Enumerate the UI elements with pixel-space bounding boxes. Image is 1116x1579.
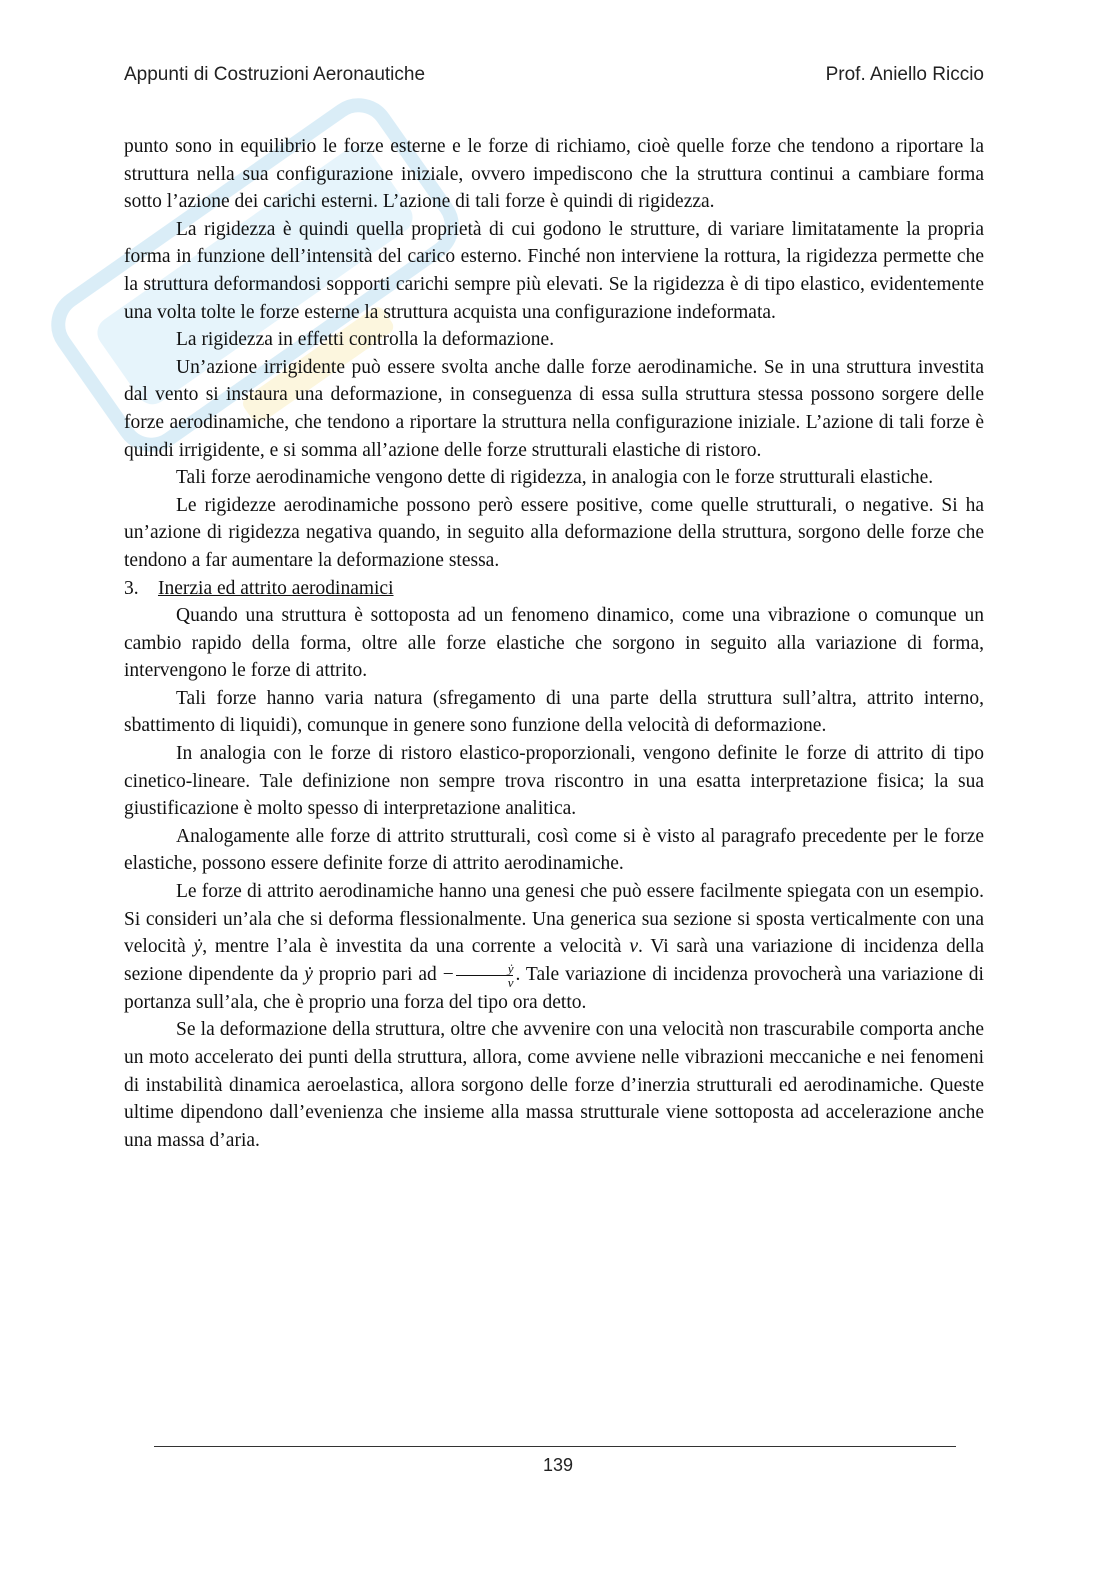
- section-number: 3.: [124, 577, 139, 599]
- paragraph: Un’azione irrigidente può essere svolta anche dalle forze aerodinamiche. Se in una struttura investita dal vento si instaura una deformazione, in conseguenza di essa sulla struttura stessa possono sorgere delle forze aerodinamiche, che tendono a riportare la struttura nella configurazione iniziale. L’azione di tali forze è quindi irrigidente, e si somma all’azione delle forze strutturali elastiche di ristoro.: [124, 356, 984, 461]
- math-v: v: [629, 936, 639, 958]
- paragraph: Le rigidezze aerodinamiche possono però essere positive, come quelle strutturali, o negative. Si ha un’azione di rigidezza negativa quando, in seguito alla deformazione della struttura, sorgono delle forze che tendono a far aumentare la deformazione stessa.: [124, 494, 984, 571]
- paragraph: Quando una struttura è sottoposta ad un fenomeno dinamico, come una vibrazione o comunque un cambio rapido della forma, oltre alle forze elastiche che sorgono in seguito alla variazione di forma, intervengono le forze di attrito.: [124, 605, 984, 682]
- paragraph: La rigidezza è quindi quella proprietà di cui godono le strutture, di variare limitatamente la propria forma in funzione dell’intensità del carico esterno. Finché non interviene la rottura, la rigidezza permette che la struttura deformandosi sopporti carichi sempre più elevati. Se la rigidezza è di tipo elastico, evidentemente una volta tolte le forze esterne la struttura acquista una configurazione indeformata.: [124, 218, 984, 323]
- fraction-numerator: ẏ: [507, 960, 514, 976]
- header-course-title: Appunti di Costruzioni Aeronautiche: [124, 64, 426, 85]
- page-number: 139: [542, 1455, 574, 1475]
- section-heading: [124, 575, 984, 603]
- formula-paragraph: [124, 878, 984, 1016]
- paragraph: In analogia con le forze di ristoro elastico-proporzionali, vengono definite le forze di attrito di tipo cinetico-lineare. Tale definizione non sempre trova riscontro in una esatta interpretazione fisica; la sua giustificazione è molto spesso di interpretazione analitica.: [124, 743, 984, 820]
- section-title: Inerzia ed attrito aerodinamici: [158, 577, 394, 599]
- paragraph: Se la deformazione della struttura, oltre che avvenire con una velocità non trascurabile comporta anche un moto accelerato dei punti della struttura, allora, come avviene nelle vibrazioni meccaniche e nei fenomeni di instabilità dinamica aeroelastica, allora sorgono delle forze d’inerzia strutturali ed aerodinamiche. Queste ultime dipendono dall’evenienza che insieme alla massa strutturale viene sottoposta ad accelerazione anche una massa d’aria.: [124, 1019, 984, 1151]
- paragraph: La rigidezza in effetti controlla la deformazione.: [176, 329, 555, 351]
- document-body: [124, 133, 984, 1154]
- math-ydot: ẏ: [193, 936, 203, 958]
- math-fraction: [456, 962, 514, 989]
- fraction-denominator: v: [507, 974, 514, 990]
- text-run: proprio pari ad: [312, 963, 443, 985]
- text-run: Le forze di attrito aerodinamiche hanno una genesi che può essere facilmente spiegata con un esempio. Si consideri un’ala che si deforma flessionalmente. Una generica sua sezione si sposta verticalmente con una velocità: [124, 881, 984, 958]
- header-author: Prof. Aniello Riccio: [825, 64, 984, 85]
- math-ydot: ẏ: [304, 963, 313, 985]
- paragraph: Analogamente alle forze di attrito strutturali, così come si è visto al paragrafo precedente per le forze elastiche, possono essere definite forze di attrito aerodinamiche.: [124, 825, 984, 875]
- text-run: , mentre l’ala è investita da una corrente a velocità: [202, 936, 630, 958]
- footer-divider: [154, 1446, 956, 1447]
- paragraph: Tali forze aerodinamiche vengono dette di rigidezza, in analogia con le forze strutturali elastiche.: [176, 467, 934, 489]
- paragraph: Tali forze hanno varia natura (sfregamento di una parte della struttura sull’altra, attrito interno, sbattimento di liquidi), comunque in genere sono funzione della velocità di deformazione.: [124, 687, 984, 737]
- text-run: . Vi sarà una variazione di incidenza della sezione dipendente da: [124, 936, 985, 985]
- math-minus: −: [442, 963, 454, 985]
- paragraph: punto sono in equilibrio le forze esterne e le forze di richiamo, cioè quelle forze che tendono a riportare la struttura nella sua configurazione iniziale, ovvero impediscono che la struttura continui a cambiare forma sotto l’azione dei carichi esterni. L’azione di tali forze è quindi di rigidezza.: [124, 136, 984, 213]
- text-run: . Tale variazione di incidenza provocherà una variazione di portanza sull’ala, che è proprio una forza del tipo ora detto.: [124, 963, 984, 1013]
